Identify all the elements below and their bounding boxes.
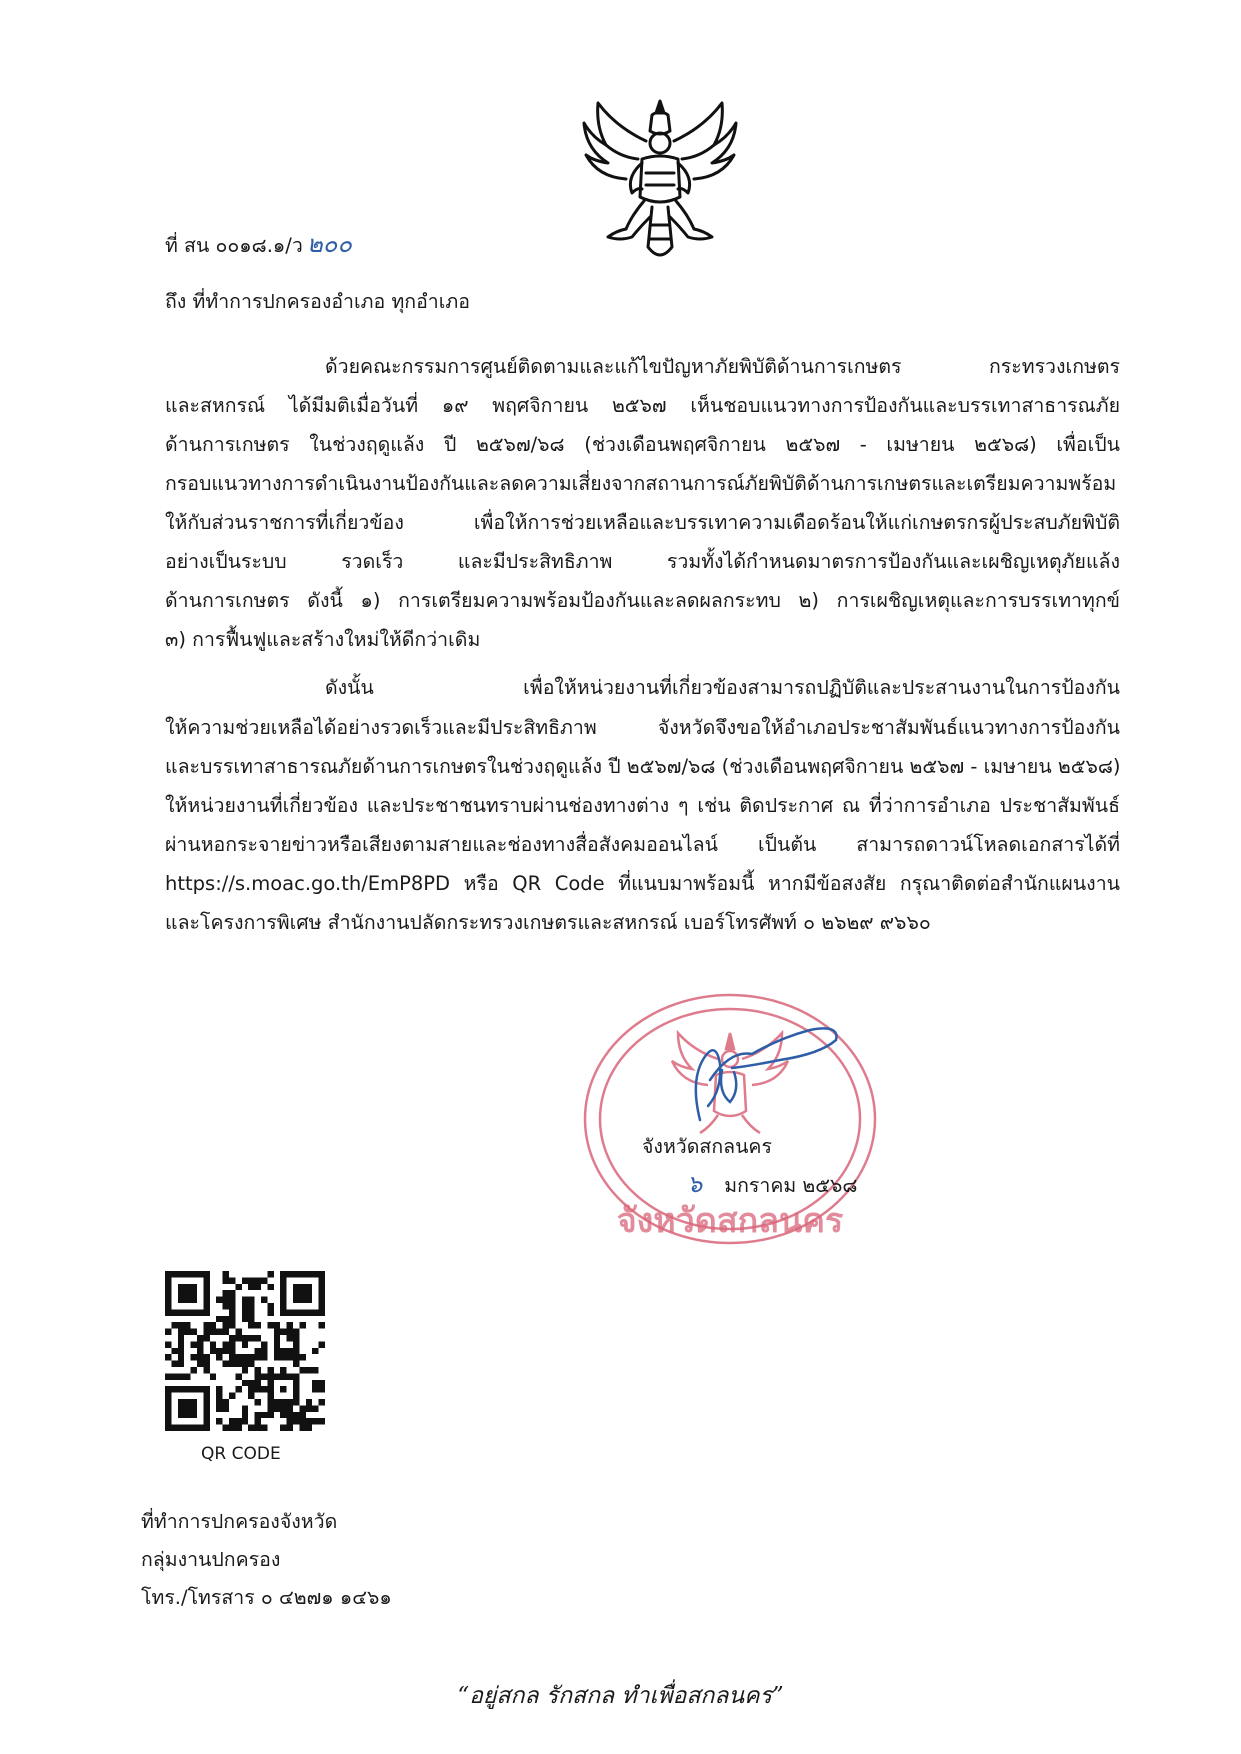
signature-date-day: ๖	[687, 1170, 703, 1198]
qr-code-icon[interactable]	[165, 1271, 325, 1431]
qr-caption: QR CODE	[201, 1444, 281, 1464]
paragraph-2-line: ให้หน่วยงานที่เกี่ยวข้อง และประชาชนทราบผ่านช่องทางต่าง ๆ เช่น ติดประกาศ ณ ที่ว่าการอำเภอ ประชาสัมพันธ์	[165, 794, 1120, 817]
recipient-line: ถึง ที่ทำการปกครองอำเภอ ทุกอำเภอ	[165, 290, 470, 313]
paragraph-1-line: และสหกรณ์ ได้มีมติเมื่อวันที่ ๑๙ พฤศจิกายน ๒๕๖๗ เห็นชอบแนวทางการป้องกันและบรรเทาสาธารณภัย	[165, 394, 1120, 417]
footer-department: ที่ทำการปกครองจังหวัด	[141, 1510, 338, 1533]
paragraph-2-line: และโครงการพิเศษ สำนักงานปลัดกระทรวงเกษตรและสหกรณ์ เบอร์โทรศัพท์ ๐ ๒๖๒๙ ๙๖๖๐	[165, 911, 931, 934]
paragraph-1-line: ด้วยคณะกรรมการศูนย์ติดตามและแก้ไขปัญหาภัยพิบัติด้านการเกษตร กระทรวงเกษตร	[325, 355, 1120, 378]
paragraph-2-line: ให้ความช่วยเหลือได้อย่างรวดเร็วและมีประสิทธิภาพ จังหวัดจึงขอให้อำเภอประชาสัมพันธ์แนวทางการป้องกัน	[165, 716, 1120, 739]
reference-label: ที่ สน ๐๐๑๘.๑/ว	[165, 234, 303, 257]
reference-number	[165, 232, 352, 258]
signature-icon	[660, 1010, 860, 1130]
provincial-slogan: “อยู่สกล รักสกล ทำเพื่อสกลนคร”	[457, 1683, 784, 1709]
garuda-emblem-icon	[576, 97, 744, 269]
reference-handwritten-number: ๒๐๐	[306, 230, 352, 258]
paragraph-1-line: กรอบแนวทางการดำเนินงานป้องกันและลดความเสี่ยงจากสถานการณ์ภัยพิบัติด้านการเกษตรและเตรียมความพร้อม	[165, 472, 1117, 495]
paragraph-1-line: อย่างเป็นระบบ รวดเร็ว และมีประสิทธิภาพ รวมทั้งได้กำหนดมาตรการป้องกันและเผชิญเหตุภัยแล้ง	[165, 550, 1120, 573]
paragraph-1-line: ให้กับส่วนราชการที่เกี่ยวข้อง เพื่อให้การช่วยเหลือและบรรเทาความเดือดร้อนให้แก่เกษตรกรผู้ประสบภัยพิบัติ	[165, 511, 1120, 534]
paragraph-1-line: ด้านการเกษตร ในช่วงฤดูแล้ง ปี ๒๕๖๗/๖๘ (ช่วงเดือนพฤศจิกายน ๒๕๖๗ - เมษายน ๒๕๖๘) เพื่อเป็น	[165, 433, 1120, 456]
paragraph-2-line: ผ่านหอกระจายข่าวหรือเสียงตามสายและช่องทางสื่อสังคมออนไลน์ เป็นต้น สามารถดาวน์โหลดเอกสารได้ที่	[165, 833, 1120, 856]
paragraph-2-line: ดังนั้น เพื่อให้หน่วยงานที่เกี่ยวข้องสามารถปฏิบัติและประสานงานในการป้องกัน	[325, 676, 1120, 699]
paragraph-1-line: ๓) การฟื้นฟูและสร้างใหม่ให้ดีกว่าเดิม	[165, 628, 481, 651]
seal-text: จังหวัดสกลนคร	[616, 1201, 844, 1241]
signature-date-rest: มกราคม ๒๕๖๘	[724, 1174, 858, 1197]
footer-telephone: โทร./โทรสาร ๐ ๔๒๗๑ ๑๔๖๑	[141, 1586, 392, 1609]
footer-group: กลุ่มงานปกครอง	[141, 1548, 281, 1571]
qr-code[interactable]	[165, 1271, 325, 1431]
paragraph-2-line: https://s.moac.go.th/EmP8PD หรือ QR Code ที่แนบมาพร้อมนี้ หากมีข้อสงสัย กรุณาติดต่อสำนักแผนงาน	[165, 872, 1120, 895]
paragraph-2-line: และบรรเทาสาธารณภัยด้านการเกษตรในช่วงฤดูแล้ง ปี ๒๕๖๗/๖๘ (ช่วงเดือนพฤศจิกายน ๒๕๖๗ - เมษายน ๒๕๖๘)	[165, 755, 1121, 778]
garuda-emblem	[576, 97, 744, 269]
handwritten-signature	[660, 1010, 860, 1130]
signatory-office: จังหวัดสกลนคร	[642, 1135, 772, 1158]
paragraph-1-line: ด้านการเกษตร ดังนี้ ๑) การเตรียมความพร้อมป้องกันและลดผลกระทบ ๒) การเผชิญเหตุและการบรรเทาทุกข์	[165, 589, 1120, 612]
signature-date	[687, 1172, 857, 1198]
